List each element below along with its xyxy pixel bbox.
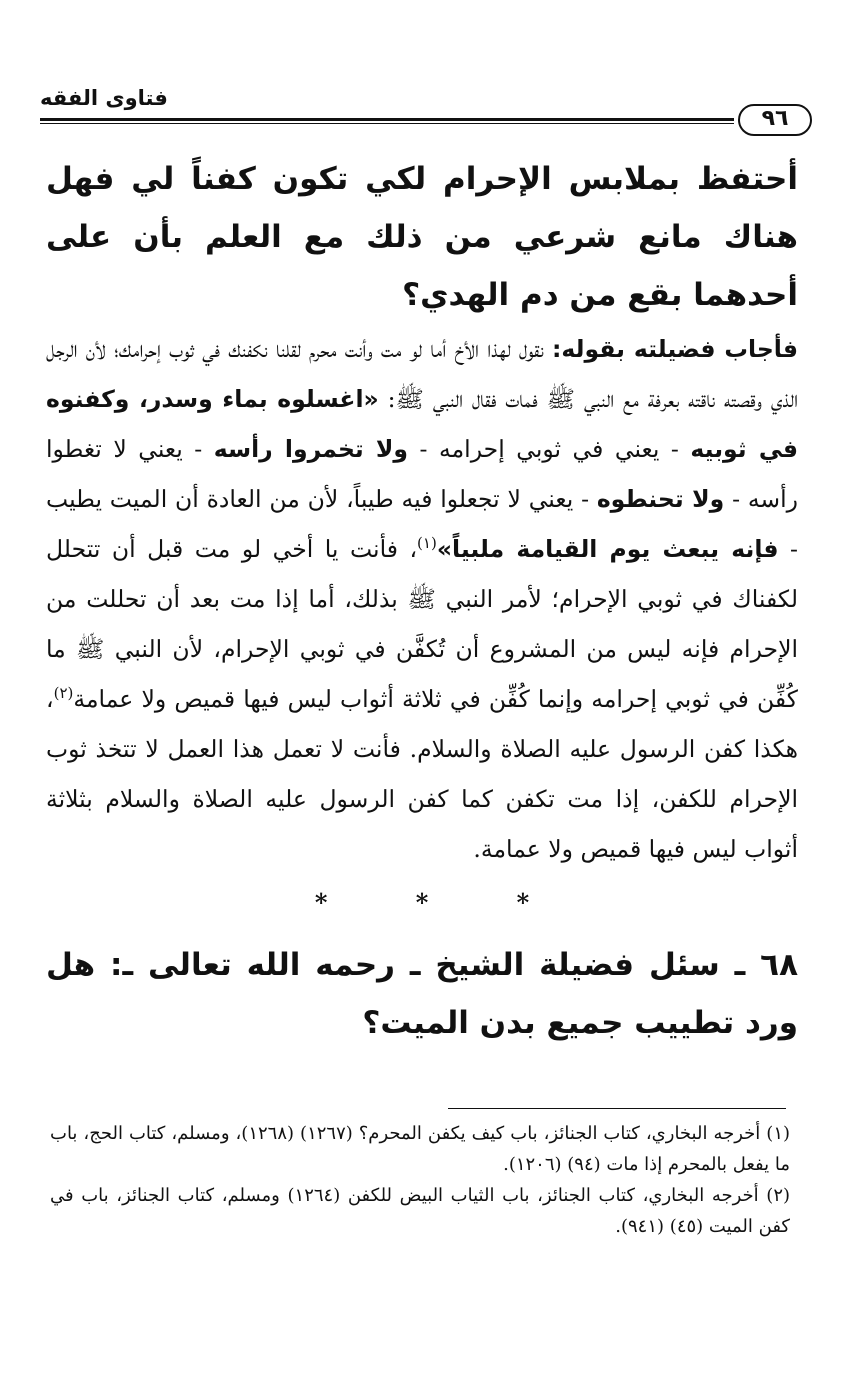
hadith-quote-2: ولا تخمروا رأسه [213, 435, 409, 463]
footnote-1: (١) أخرجه البخاري، كتاب الجنائز، باب كيف يكفن المحرم؟ (١٢٦٧) (١٢٦٨)، ومسلم، كتاب الحج، باب ما يفعل بالمحرم إذا مات (٩٤) (١٢٠٦). [50, 1123, 791, 1175]
footnotes [50, 1118, 790, 1242]
answer-lead: فأجاب فضيلته بقوله: [552, 335, 798, 363]
header-rule-thick [40, 118, 734, 121]
footnote-2: (٢) أخرجه البخاري، كتاب الجنائز، باب الثياب البيض للكفن (١٢٦٤) ومسلم، كتاب الجنائز، باب في كفن الميت (٤٥) (٩٤١). [50, 1185, 791, 1237]
answer-part-1: نقول لهذا الأخ أما لو مت وأنت محرم لقلنا نكفنك في ثوب إحرامك؛ لأن الرجل الذي وقصته ناقته بعرفة مع النبي ﷺ فمات فقال النبي ﷺ: [46, 335, 798, 413]
answer-paragraph [46, 324, 798, 874]
hadith-quote-4: فإنه يبعث يوم القيامة ملبياً» [436, 535, 779, 563]
hadith-gloss-1: - يعني في ثوبي إحرامه - [419, 435, 679, 463]
section-separator: * * * [314, 888, 570, 917]
footnote-ref-1[interactable]: (١) [417, 534, 437, 553]
footnote-divider [448, 1108, 786, 1109]
hadith-quote-3: ولا تحنطوه [596, 485, 725, 513]
hadith-gloss-3: - يعني لا تجعلوا فيه طيباً، لأن من العادة أن الميت يطيب - [46, 485, 798, 563]
main-content [46, 150, 798, 1052]
hadith-gloss-2: - يعني لا تغطوا رأسه - [46, 435, 798, 513]
header-rule-thin [40, 123, 734, 124]
hadith-quote-1: «اغسلوه بماء وسدر، وكفنوه في ثوبيه [46, 385, 798, 463]
answer-part-2: ، فأنت يا أخي لو مت قبل أن تتحلل لكفناك في ثوبي الإحرام؛ لأمر النبي ﷺ بذلك، أما إذا مت بعد أن تحللت من الإحرام فإنه ليس من المشروع أن تُكفَّن في ثوبي الإحرام، لأن النبي ﷺ ما كُفِّن في ثوبي إحرامه وإنما كُفِّن في ثلاثة أثواب ليس فيها قميص ولا عمامة [46, 535, 798, 713]
question-text: أحتفظ بملابس الإحرام لكي تكون كفناً لي فهل هناك مانع شرعي من ذلك مع العلم بأن على أحدهما بقع من دم الهدي؟ [46, 161, 798, 313]
footnote-ref-2[interactable]: (٢) [53, 684, 74, 703]
answer-part-3: ، هكذا كفن الرسول عليه الصلاة والسلام. فأنت لا تعمل هذا العمل لا تتخذ ثوب الإحرام للكفن، إذا مت تكفن كما كفن الرسول عليه الصلاة والسلام بثلاثة أثواب ليس فيها قميص ولا عمامة. [46, 685, 798, 863]
question-68: ٦٨ ـ سئل فضيلة الشيخ ـ رحمه الله تعالى ـ: هل ورد تطييب جميع بدن الميت؟ [46, 947, 798, 1041]
running-header [40, 84, 812, 132]
page-number: ٩٦ [738, 104, 812, 136]
header-title: فتاوى الفقه [40, 86, 168, 110]
